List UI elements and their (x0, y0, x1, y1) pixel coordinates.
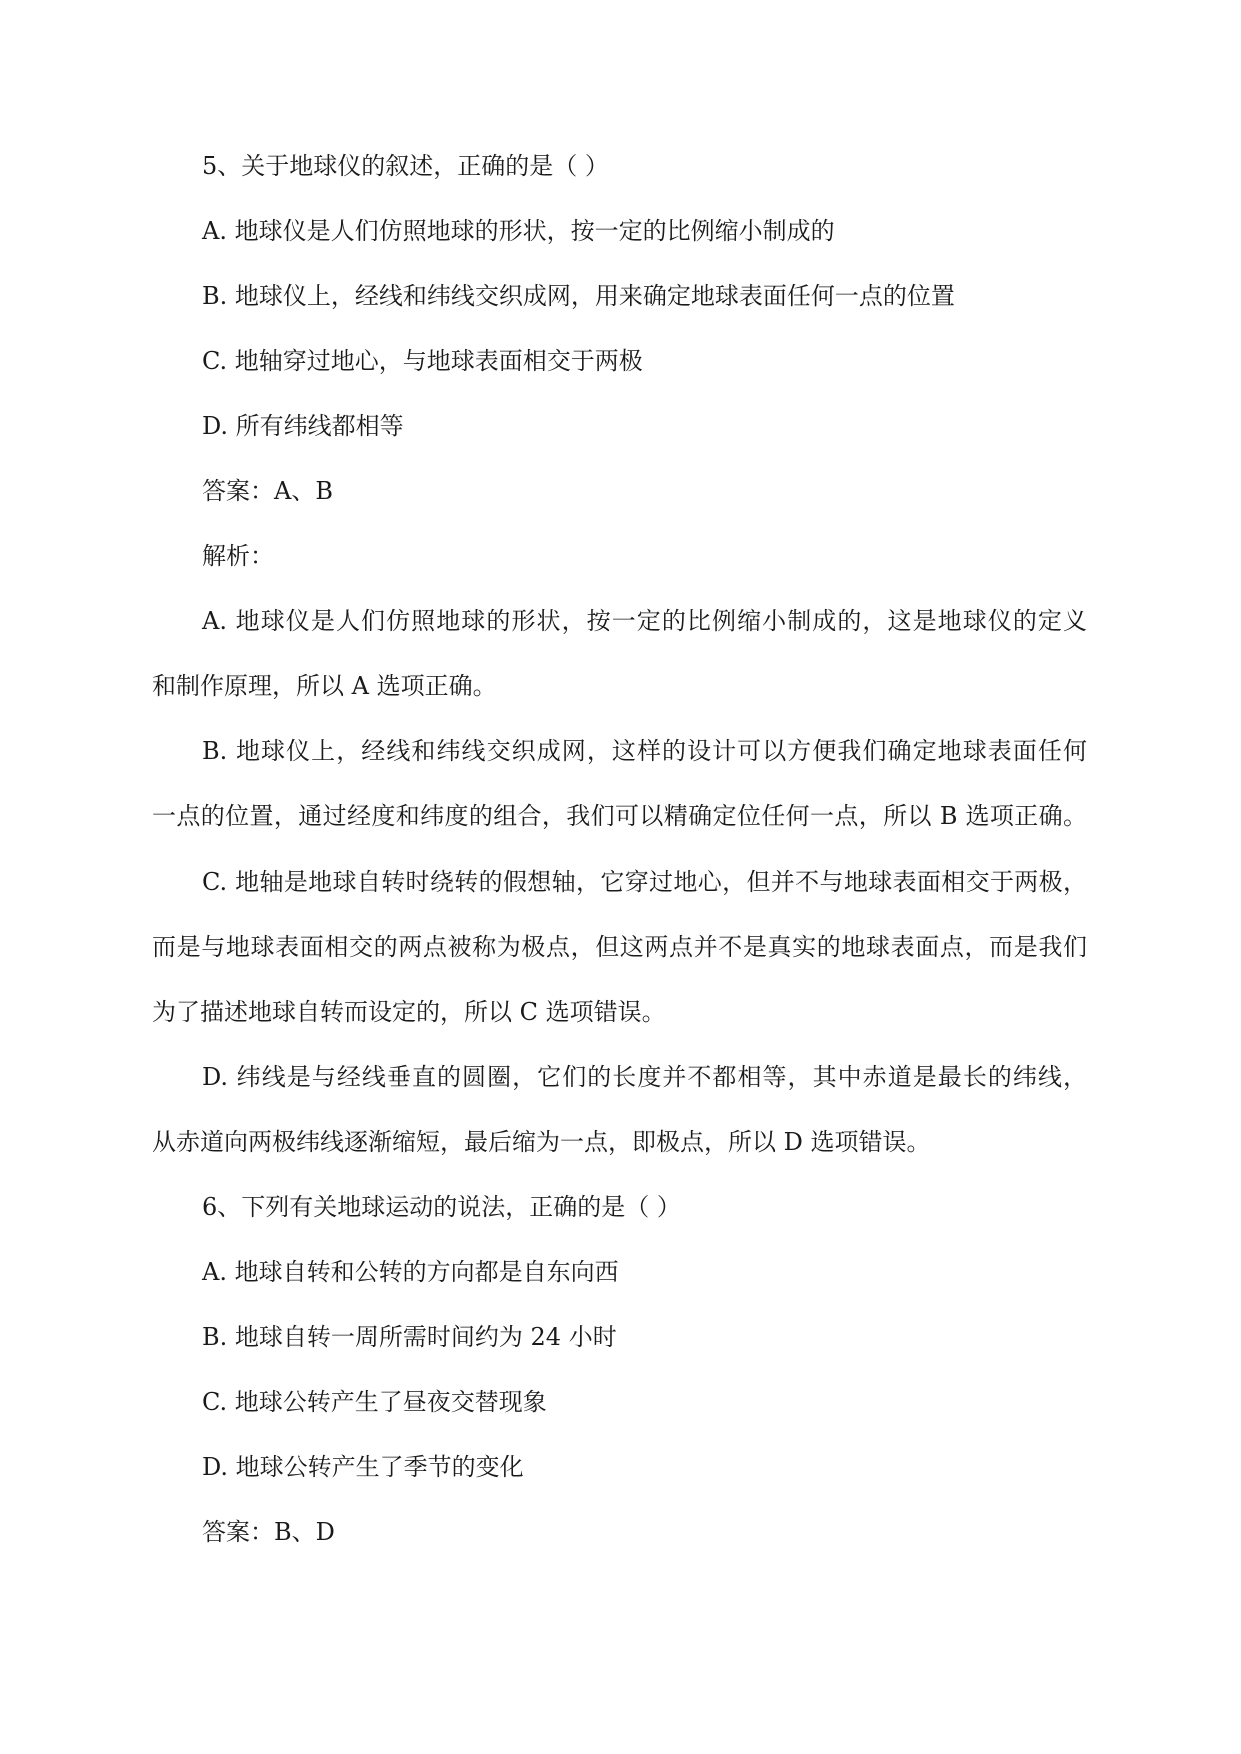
question-5-stem: 5、关于地球仪的叙述，正确的是（ ） (202, 152, 609, 180)
question-5-analysis-d-line-2: 从赤道向两极纬线逐渐缩短，最后缩为一点，即极点，所以 D 选项错误。 (152, 1128, 931, 1156)
question-5-analysis-b-line-1: B. 地球仪上，经线和纬线交织成网，这样的设计可以方便我们确定地球表面任何 (202, 737, 1087, 765)
question-5-analysis-b-line-2: 一点的位置，通过经度和纬度的组合，我们可以精确定位任何一点，所以 B 选项正确。 (152, 802, 1087, 830)
question-6-option-c: C. 地球公转产生了昼夜交替现象 (202, 1388, 547, 1416)
question-5-analysis-a-line-1: A. 地球仪是人们仿照地球的形状，按一定的比例缩小制成的，这是地球仪的定义 (202, 607, 1087, 635)
question-6-option-d: D. 地球公转产生了季节的变化 (202, 1453, 524, 1481)
question-6-option-b: B. 地球自转一周所需时间约为 24 小时 (202, 1323, 617, 1351)
question-5-analysis-label: 解析： (202, 542, 274, 570)
question-5-analysis-c-line-3: 为了描述地球自转而设定的，所以 C 选项错误。 (152, 998, 666, 1026)
question-5-answer: 答案：A、B (202, 477, 333, 505)
question-6-stem: 6、下列有关地球运动的说法，正确的是（ ） (202, 1193, 681, 1221)
question-5-analysis-d-line-1: D. 纬线是与经线垂直的圆圈，它们的长度并不都相等，其中赤道是最长的纬线， (202, 1063, 1087, 1091)
question-6-answer: 答案：B、D (202, 1518, 335, 1546)
question-5-option-b: B. 地球仪上，经线和纬线交织成网，用来确定地球表面任何一点的位置 (202, 282, 955, 310)
question-5-analysis-c-line-2: 而是与地球表面相交的两点被称为极点，但这两点并不是真实的地球表面点，而是我们 (152, 933, 1087, 961)
question-6-option-a: A. 地球自转和公转的方向都是自东向西 (202, 1258, 619, 1286)
question-5-analysis-a-line-2: 和制作原理，所以 A 选项正确。 (152, 672, 497, 700)
question-5-option-a: A. 地球仪是人们仿照地球的形状，按一定的比例缩小制成的 (202, 217, 835, 245)
question-5-option-d: D. 所有纬线都相等 (202, 412, 404, 440)
question-5-option-c: C. 地轴穿过地心，与地球表面相交于两极 (202, 347, 643, 375)
question-5-analysis-c-line-1: C. 地轴是地球自转时绕转的假想轴，它穿过地心，但并不与地球表面相交于两极， (202, 868, 1087, 896)
